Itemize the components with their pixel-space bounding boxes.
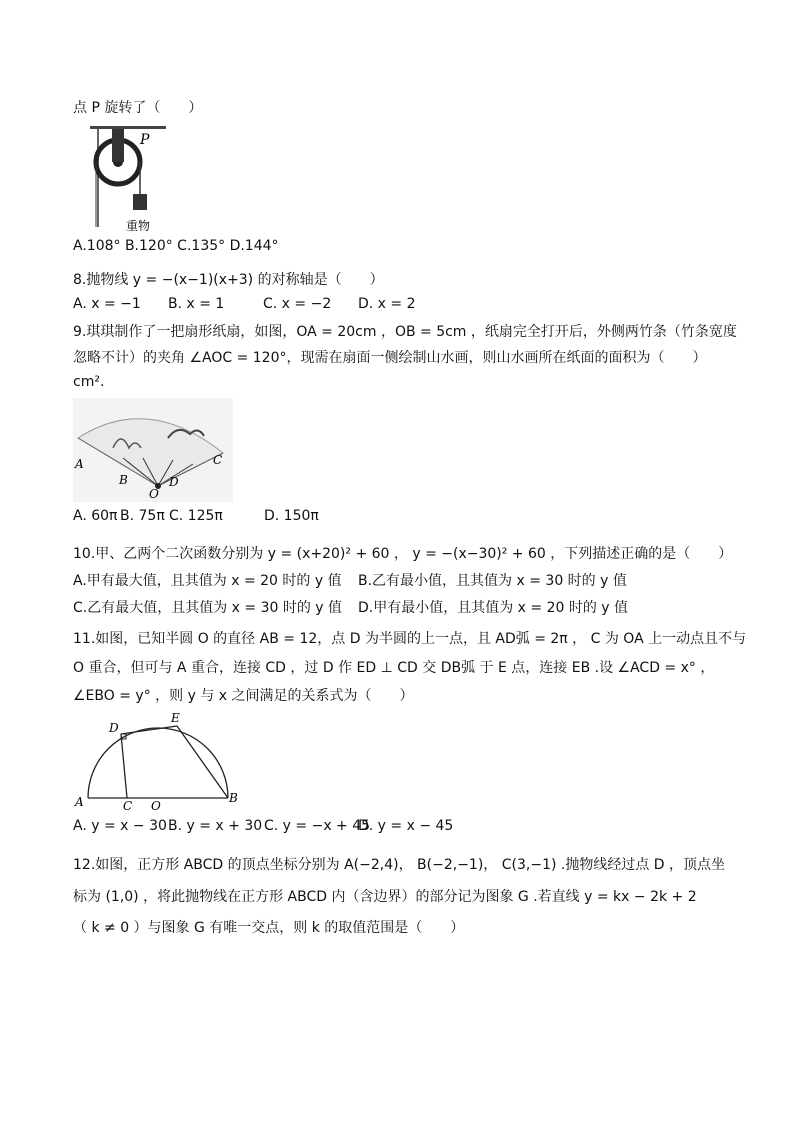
q8-option-b: B. x = 1 — [168, 296, 225, 312]
q12-line2: 标为 (1,0) ，将此抛物线在正方形 ABCD 内（含边界）的部分记为图象 G .若直线 y = kx − 2k + 2 — [73, 889, 697, 905]
fan-label-d: D — [169, 475, 179, 489]
q11-line3: ∠EBO = y° ，则 y 与 x 之间满足的关系式为（ ） — [73, 688, 414, 704]
q9-option-a: A. 60π — [73, 508, 118, 524]
q7-stem-end: 点 P 旋转了（ ） — [73, 100, 203, 116]
q8-option-a: A. x = −1 — [73, 296, 141, 312]
q10-option-b: B.乙有最小值，且其值为 x = 30 时的 y 值 — [358, 573, 627, 589]
semicircle-label-b: B — [229, 791, 238, 805]
semicircle-label-a: A — [75, 795, 84, 809]
semicircle-label-c: C — [123, 799, 133, 810]
q12-line3: （ k ≠ 0 ）与图象 G 有唯一交点，则 k 的取值范围是（ ） — [73, 920, 465, 936]
semicircle-label-d: D — [109, 721, 119, 735]
q10-option-a: A.甲有最大值，且其值为 x = 20 时的 y 值 — [73, 573, 342, 589]
q9-option-c: C. 125π — [169, 508, 223, 524]
q11-option-c: C. y = −x + 45 — [264, 818, 371, 834]
q8-option-c: C. x = −2 — [263, 296, 332, 312]
fan-label-c: C — [213, 453, 223, 467]
q9-line3: cm². — [73, 374, 105, 390]
semicircle-figure — [73, 710, 243, 810]
q7-options: A.108° B.120° C.135° D.144° — [73, 238, 279, 254]
pulley-figure — [88, 124, 168, 234]
pulley-label-weight: 重物 — [126, 219, 151, 233]
q11-option-d: D. y = x − 45 — [358, 818, 454, 834]
semicircle-label-o: O — [151, 799, 161, 810]
q11-option-a: A. y = x − 30 — [73, 818, 167, 834]
q9-option-b: B. 75π — [120, 508, 165, 524]
q9-line1: 9.琪琪制作了一把扇形纸扇，如图，OA = 20cm ，OB = 5cm ，纸扇完全打开后，外侧两竹条（竹条宽度 — [73, 324, 737, 340]
fan-label-b: B — [119, 473, 128, 487]
q11-line1: 11.如图，已知半圆 O 的直径 AB = 12，点 D 为半圆的上一点，且 AD弧 = 2π ， C 为 OA 上一动点且不与 — [73, 631, 747, 647]
q9-option-d: D. 150π — [264, 508, 319, 524]
fan-figure — [73, 398, 233, 502]
q12-line1: 12.如图，正方形 ABCD 的顶点坐标分别为 A(−2,4)， B(−2,−1)， C(3,−1) .抛物线经过点 D ，顶点坐 — [73, 857, 726, 873]
q11-line2: O 重合，但可与 A 重合，连接 CD ，过 D 作 ED ⊥ CD 交 DB弧 于 E 点，连接 EB .设 ∠ACD = x° ， — [73, 660, 715, 676]
q9-line2: 忽略不计）的夹角 ∠AOC = 120°，现需在扇面一侧绘制山水画，则山水画所在纸面的面积为（ ） — [73, 350, 707, 366]
fan-label-o: O — [149, 487, 159, 501]
q8-option-d: D. x = 2 — [358, 296, 416, 312]
fan-label-a: A — [75, 457, 84, 471]
q11-option-b: B. y = x + 30 — [168, 818, 263, 834]
q8-stem: 8.抛物线 y = −(x−1)(x+3) 的对称轴是（ ） — [73, 272, 384, 288]
q10-option-c: C.乙有最大值，且其值为 x = 30 时的 y 值 — [73, 600, 343, 616]
semicircle-label-e: E — [171, 711, 180, 725]
pulley-label-p: P — [140, 132, 150, 148]
q10-option-d: D.甲有最小值，且其值为 x = 20 时的 y 值 — [358, 600, 629, 616]
q10-stem: 10.甲、乙两个二次函数分别为 y = (x+20)² + 60 ， y = −(x−30)² + 60 ，下列描述正确的是（ ） — [73, 546, 733, 562]
